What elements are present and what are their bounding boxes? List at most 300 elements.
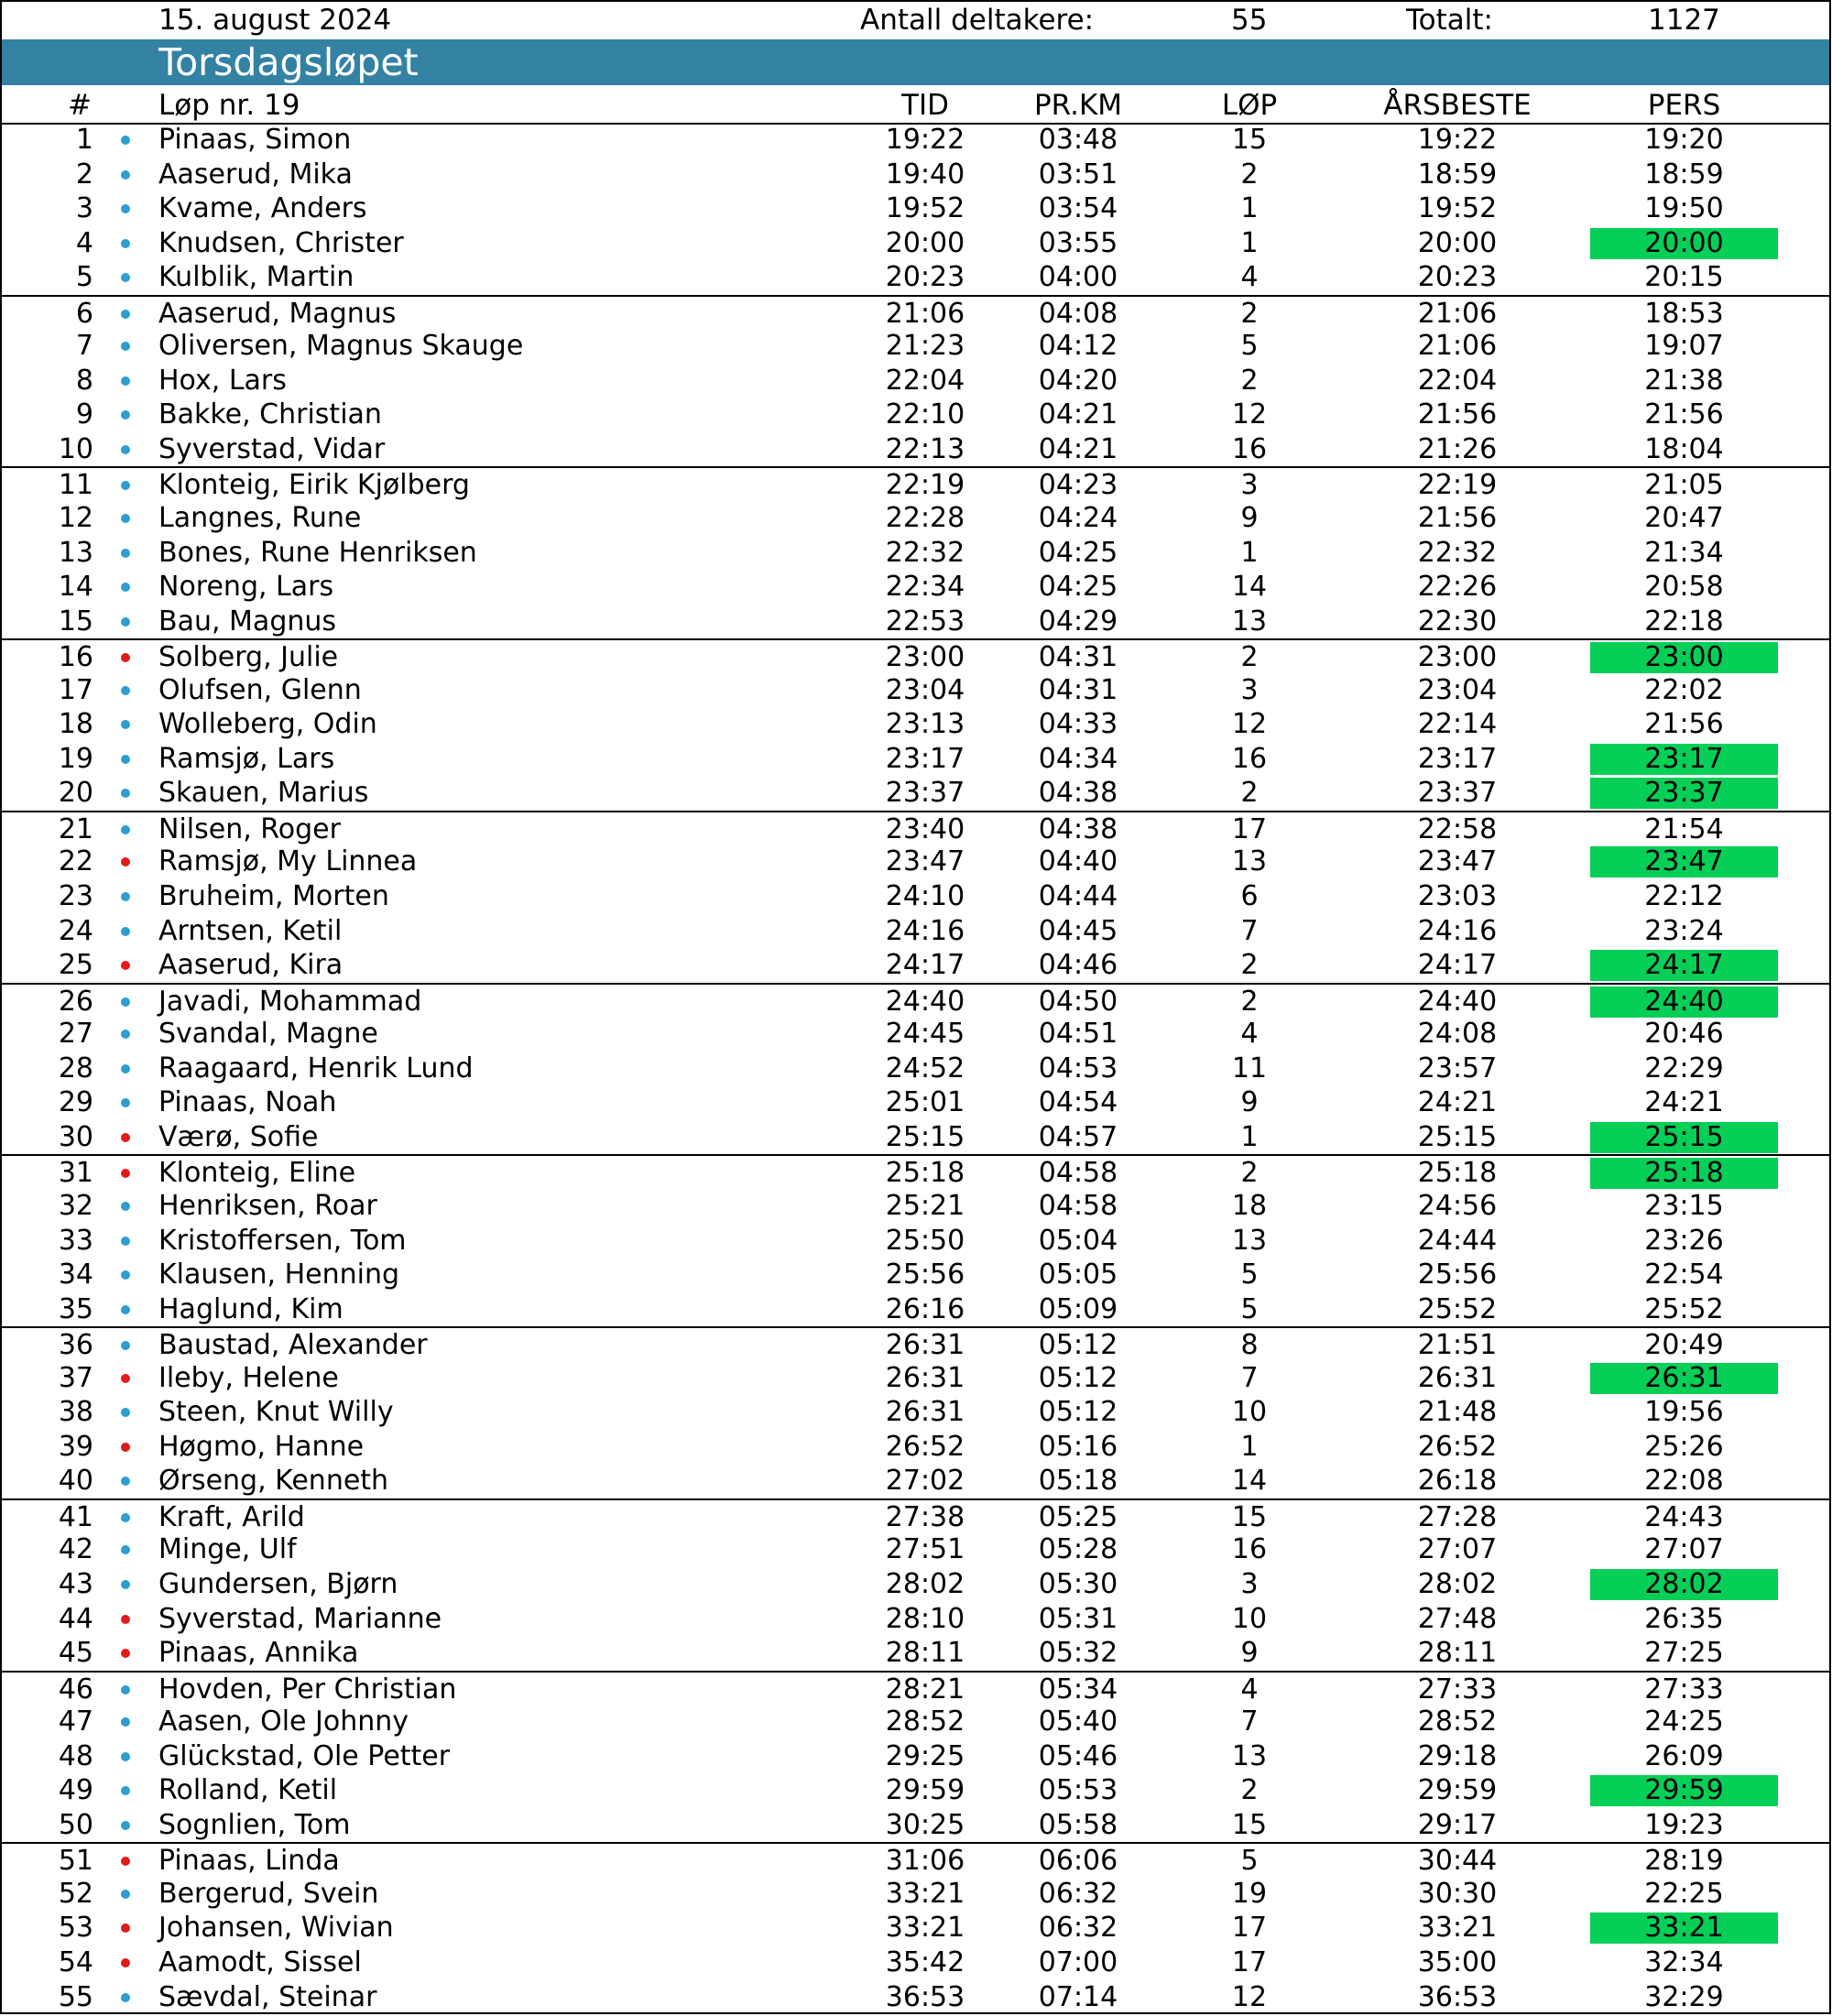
personal-best: 23:00 [1590,642,1778,673]
finish-time: 26:31 [885,1329,965,1362]
rank-number: 9 [75,398,93,431]
info-row [2,2,1829,39]
rank-number: 26 [58,985,93,1018]
rank-number: 46 [58,1673,93,1705]
finish-time: 33:21 [885,1877,965,1910]
table-row [2,1189,1829,1224]
finish-time: 28:02 [885,1567,965,1600]
female-dot-icon [121,1923,130,1933]
female-dot-icon [121,857,130,866]
personal-best: 26:09 [1644,1739,1724,1772]
runner-name: Solberg, Julie [158,641,339,674]
personal-best: 23:17 [1590,744,1778,775]
runner-name: Rolland, Ketil [158,1774,338,1807]
male-dot-icon [121,1685,130,1695]
finish-time: 23:04 [885,673,965,706]
race-count: 2 [1240,297,1259,330]
season-best: 21:56 [1417,398,1498,431]
season-best: 24:08 [1417,1018,1498,1051]
race-count: 18 [1231,1189,1268,1222]
race-count: 12 [1231,708,1268,741]
runner-name: Johansen, Wivian [158,1912,394,1945]
pace-per-km: 05:12 [1038,1329,1118,1362]
runner-name: Oliversen, Magnus Skauge [158,330,524,363]
pace-per-km: 05:18 [1038,1465,1118,1498]
finish-time: 24:52 [885,1052,965,1084]
runner-name: Ørseng, Kenneth [158,1465,389,1498]
table-row [2,1224,1829,1259]
personal-best: 29:59 [1590,1775,1778,1806]
personal-best: 20:47 [1644,502,1724,535]
rank-number: 4 [75,226,93,259]
personal-best: 18:59 [1644,158,1724,191]
runner-name: Ramsjø, My Linnea [158,845,418,878]
table-row [2,1808,1829,1843]
runner-name: Kvame, Anders [158,192,367,225]
table-row [2,1292,1829,1327]
pace-per-km: 04:38 [1038,812,1118,845]
runner-name: Glückstad, Ole Petter [158,1739,451,1772]
table-row [2,536,1829,571]
male-dot-icon [121,1098,130,1107]
season-best: 26:18 [1417,1465,1498,1498]
season-best: 21:51 [1417,1329,1498,1362]
pace-per-km: 05:25 [1038,1500,1118,1533]
season-best: 20:00 [1417,226,1498,259]
personal-best: 25:26 [1644,1430,1724,1463]
table-row [2,1464,1829,1498]
finish-time: 25:21 [885,1189,965,1222]
finish-time: 25:01 [885,1086,965,1119]
table-row [2,1017,1829,1052]
finish-time: 23:40 [885,812,965,845]
table-row [2,879,1829,914]
finish-time: 22:13 [885,432,965,465]
race-count: 15 [1231,1500,1268,1533]
male-dot-icon [121,583,130,592]
rank-number: 13 [58,536,93,569]
runner-name: Hovden, Per Christian [158,1673,457,1705]
table-row [2,1120,1829,1155]
runner-name: Knudsen, Christer [158,226,404,259]
season-best: 26:31 [1417,1361,1498,1394]
table-row [2,364,1829,398]
race-count: 3 [1240,469,1259,502]
table-row [2,605,1829,639]
pace-per-km: 05:16 [1038,1430,1118,1463]
table-row [2,1395,1829,1430]
finish-time: 22:04 [885,364,965,397]
season-best: 22:30 [1417,605,1498,637]
table-row [2,295,1829,330]
col-header-num: # [68,89,92,122]
runner-name: Aaserud, Mika [158,158,353,191]
male-dot-icon [121,1993,130,2002]
rank-number: 32 [58,1189,93,1222]
rank-number: 40 [58,1465,93,1498]
race-count: 5 [1240,1292,1259,1325]
runner-name: Aasen, Ole Johnny [158,1705,409,1738]
season-best: 29:59 [1417,1774,1498,1807]
runner-name: Klausen, Henning [158,1259,400,1291]
race-count: 1 [1240,226,1259,259]
male-dot-icon [121,789,130,798]
personal-best: 27:25 [1644,1637,1724,1670]
male-dot-icon [121,1717,130,1727]
runner-name: Aaserud, Magnus [158,297,397,330]
table-row [2,1361,1829,1396]
race-count: 2 [1240,1774,1259,1807]
runner-name: Kulblik, Martin [158,261,354,294]
race-count: 8 [1240,1329,1259,1362]
male-dot-icon [121,1064,130,1073]
season-best: 21:56 [1417,502,1498,535]
race-count: 2 [1240,158,1259,191]
runner-name: Wolleberg, Odin [158,708,377,741]
season-best: 35:00 [1417,1945,1498,1978]
season-best: 26:52 [1417,1430,1498,1463]
season-best: 23:03 [1417,880,1498,913]
rank-number: 47 [58,1705,93,1738]
finish-time: 25:18 [885,1157,965,1190]
season-best: 25:15 [1417,1120,1498,1153]
rank-number: 19 [58,742,93,775]
rank-number: 25 [58,949,93,982]
runner-name: Pinaas, Simon [158,124,352,156]
personal-best: 20:15 [1644,261,1724,294]
race-count: 12 [1231,398,1268,431]
col-header-arsbeste: ÅRSBESTE [1383,89,1532,122]
col-header-pers: PERS [1647,89,1721,122]
runner-name: Minge, Ulf [158,1533,297,1566]
pace-per-km: 07:00 [1038,1945,1118,1978]
female-dot-icon [121,1615,130,1624]
runner-name: Javadi, Mohammad [158,985,422,1018]
finish-time: 27:38 [885,1500,965,1533]
finish-time: 20:23 [885,261,965,294]
personal-best: 21:54 [1644,812,1724,845]
table-row [2,226,1829,261]
runner-name: Klonteig, Eline [158,1157,356,1190]
pace-per-km: 05:30 [1038,1567,1118,1600]
pace-per-km: 05:46 [1038,1739,1118,1772]
finish-time: 22:32 [885,536,965,569]
runner-name: Arntsen, Ketil [158,914,343,947]
finish-time: 27:51 [885,1533,965,1566]
pace-per-km: 06:06 [1038,1845,1118,1878]
pace-per-km: 04:44 [1038,880,1118,913]
season-best: 25:52 [1417,1292,1498,1325]
finish-time: 22:10 [885,398,965,431]
season-best: 28:11 [1417,1637,1498,1670]
male-dot-icon [121,1237,130,1246]
season-best: 22:32 [1417,536,1498,569]
total-count: 1127 [1648,4,1720,37]
personal-best: 32:29 [1644,1980,1724,2013]
male-dot-icon [121,514,130,523]
season-best: 36:53 [1417,1980,1498,2013]
personal-best: 19:07 [1644,330,1724,363]
finish-time: 25:15 [885,1120,965,1153]
runner-name: Klonteig, Eirik Kjølberg [158,469,470,502]
personal-best: 19:56 [1644,1396,1724,1429]
female-dot-icon [121,1374,130,1383]
season-best: 28:52 [1417,1705,1498,1738]
pace-per-km: 05:40 [1038,1705,1118,1738]
season-best: 21:48 [1417,1396,1498,1429]
col-header-race-number: Løp nr. 19 [158,89,300,122]
male-dot-icon [121,1305,130,1314]
table-row [2,466,1829,501]
race-count: 13 [1231,605,1268,637]
pace-per-km: 04:40 [1038,845,1118,878]
rank-number: 22 [58,845,93,878]
pace-per-km: 03:54 [1038,192,1118,225]
race-count: 11 [1231,1052,1268,1084]
runner-name: Bergerud, Svein [158,1877,379,1910]
race-count: 17 [1231,812,1268,845]
season-best: 25:18 [1417,1157,1498,1190]
male-dot-icon [121,617,130,627]
participants-label: Antall deltakere: [860,4,1095,37]
table-row [2,158,1829,192]
finish-time: 29:25 [885,1739,965,1772]
race-count: 2 [1240,364,1259,397]
pace-per-km: 05:04 [1038,1224,1118,1257]
race-count: 10 [1231,1396,1268,1429]
runner-name: Steen, Knut Willy [158,1396,394,1429]
male-dot-icon [121,549,130,558]
season-best: 24:56 [1417,1189,1498,1222]
personal-best: 19:50 [1644,192,1724,225]
table-row [2,983,1829,1018]
table-row [2,707,1829,742]
runner-name: Olufsen, Glenn [158,673,362,706]
table-row [2,776,1829,811]
finish-time: 24:45 [885,1018,965,1051]
rank-number: 39 [58,1430,93,1463]
personal-best: 23:37 [1590,778,1778,809]
race-count: 2 [1240,949,1259,982]
personal-best: 22:02 [1644,673,1724,706]
rank-number: 10 [58,432,93,465]
rank-number: 6 [75,297,93,330]
runner-name: Pinaas, Annika [158,1637,359,1670]
personal-best: 24:25 [1644,1705,1724,1738]
runner-name: Skauen, Marius [158,777,369,810]
finish-time: 29:59 [885,1774,965,1807]
runner-name: Raagaard, Henrik Lund [158,1052,474,1084]
male-dot-icon [121,1408,130,1417]
pace-per-km: 04:25 [1038,536,1118,569]
male-dot-icon [121,481,130,490]
race-count: 17 [1231,1945,1268,1978]
finish-time: 22:19 [885,469,965,502]
runner-name: Bau, Magnus [158,605,337,637]
male-dot-icon [121,170,130,180]
personal-best: 23:26 [1644,1224,1724,1257]
table-row [2,1430,1829,1465]
race-count: 13 [1231,845,1268,878]
season-best: 22:19 [1417,469,1498,502]
runner-name: Sævdal, Steinar [158,1980,377,2013]
male-dot-icon [121,927,130,936]
race-count: 1 [1240,1120,1259,1153]
season-best: 21:06 [1417,297,1498,330]
female-dot-icon [121,1649,130,1658]
table-row [2,638,1829,673]
personal-best: 21:34 [1644,536,1724,569]
col-header-tid: TID [901,89,949,122]
season-best: 24:17 [1417,949,1498,982]
personal-best: 27:07 [1644,1533,1724,1566]
table-row [2,1945,1829,1980]
table-row [2,1085,1829,1120]
personal-best: 25:18 [1590,1158,1778,1189]
runner-name: Gundersen, Bjørn [158,1567,398,1600]
pace-per-km: 05:12 [1038,1361,1118,1394]
rank-number: 14 [58,571,93,604]
rank-number: 15 [58,605,93,637]
male-dot-icon [121,720,130,729]
male-dot-icon [121,1752,130,1761]
rank-number: 30 [58,1120,93,1153]
pace-per-km: 04:31 [1038,641,1118,674]
pace-per-km: 04:20 [1038,364,1118,397]
pace-per-km: 04:24 [1038,502,1118,535]
male-dot-icon [121,1270,130,1280]
race-count: 13 [1231,1224,1268,1257]
rank-number: 42 [58,1533,93,1566]
personal-best: 18:04 [1644,432,1724,465]
runner-name: Høgmo, Hanne [158,1430,365,1463]
finish-time: 22:53 [885,605,965,637]
rank-number: 35 [58,1292,93,1325]
rank-number: 20 [58,777,93,810]
pace-per-km: 04:51 [1038,1018,1118,1051]
race-count: 14 [1231,1465,1268,1498]
personal-best: 20:58 [1644,571,1724,604]
rank-number: 49 [58,1774,93,1807]
finish-time: 23:00 [885,641,965,674]
rank-number: 1 [75,124,93,156]
season-best: 24:40 [1417,985,1498,1018]
personal-best: 32:34 [1644,1945,1724,1978]
col-header-prkm: PR.KM [1033,89,1123,122]
female-dot-icon [121,1443,130,1452]
male-dot-icon [121,410,130,420]
race-count: 12 [1231,1980,1268,2013]
personal-best: 20:46 [1644,1018,1724,1051]
finish-time: 19:22 [885,124,965,156]
personal-best: 21:56 [1644,398,1724,431]
race-count: 14 [1231,571,1268,604]
finish-time: 20:00 [885,226,965,259]
finish-time: 33:21 [885,1912,965,1945]
table-row [2,1739,1829,1774]
rank-number: 52 [58,1877,93,1910]
rank-number: 38 [58,1396,93,1429]
season-best: 27:33 [1417,1673,1498,1705]
rank-number: 45 [58,1637,93,1670]
table-row [2,742,1829,777]
runner-name: Svandal, Magne [158,1018,378,1051]
rank-number: 12 [58,502,93,535]
race-count: 9 [1240,502,1259,535]
race-count: 1 [1240,1430,1259,1463]
personal-best: 25:52 [1644,1292,1724,1325]
pace-per-km: 05:09 [1038,1292,1118,1325]
race-count: 7 [1240,1705,1259,1738]
personal-best: 26:31 [1590,1363,1778,1394]
personal-best: 19:20 [1644,124,1724,156]
finish-time: 22:28 [885,502,965,535]
male-dot-icon [121,1030,130,1039]
results-table-body [2,123,1829,2014]
male-dot-icon [121,1545,130,1554]
finish-time: 36:53 [885,1980,965,2013]
personal-best: 28:19 [1644,1845,1724,1878]
male-dot-icon [121,686,130,695]
finish-time: 23:47 [885,845,965,878]
runner-name: Ramsjø, Lars [158,742,335,775]
rank-number: 51 [58,1845,93,1878]
season-best: 20:23 [1417,261,1498,294]
male-dot-icon [121,445,130,454]
finish-time: 26:31 [885,1361,965,1394]
personal-best: 24:43 [1644,1500,1724,1533]
rank-number: 11 [58,469,93,502]
finish-time: 26:52 [885,1430,965,1463]
finish-time: 35:42 [885,1945,965,1978]
season-best: 28:02 [1417,1567,1498,1600]
race-count: 1 [1240,192,1259,225]
table-row [2,1602,1829,1637]
finish-time: 24:16 [885,914,965,947]
table-row [2,1842,1829,1877]
table-row [2,811,1829,845]
race-count: 5 [1240,1259,1259,1291]
finish-time: 23:17 [885,742,965,775]
race-title: Torsdagsløpet [158,40,419,84]
col-header-lop: LØP [1221,89,1278,122]
personal-best: 26:35 [1644,1602,1724,1635]
finish-time: 25:50 [885,1224,965,1257]
runner-name: Henriksen, Roar [158,1189,377,1222]
season-best: 18:59 [1417,158,1498,191]
pace-per-km: 03:55 [1038,226,1118,259]
table-row [2,1980,1829,2014]
pace-per-km: 05:28 [1038,1533,1118,1566]
male-dot-icon [121,755,130,764]
pace-per-km: 04:25 [1038,571,1118,604]
race-count: 19 [1231,1877,1268,1910]
male-dot-icon [121,1786,130,1795]
table-row [2,1877,1829,1912]
pace-per-km: 05:34 [1038,1673,1118,1705]
pace-per-km: 07:14 [1038,1980,1118,2013]
rank-number: 5 [75,261,93,294]
season-best: 22:26 [1417,571,1498,604]
finish-time: 31:06 [885,1845,965,1878]
pace-per-km: 03:48 [1038,124,1118,156]
finish-time: 24:40 [885,985,965,1018]
pace-per-km: 05:12 [1038,1396,1118,1429]
male-dot-icon [121,1580,130,1589]
finish-time: 28:52 [885,1705,965,1738]
race-count: 10 [1231,1602,1268,1635]
rank-number: 23 [58,880,93,913]
